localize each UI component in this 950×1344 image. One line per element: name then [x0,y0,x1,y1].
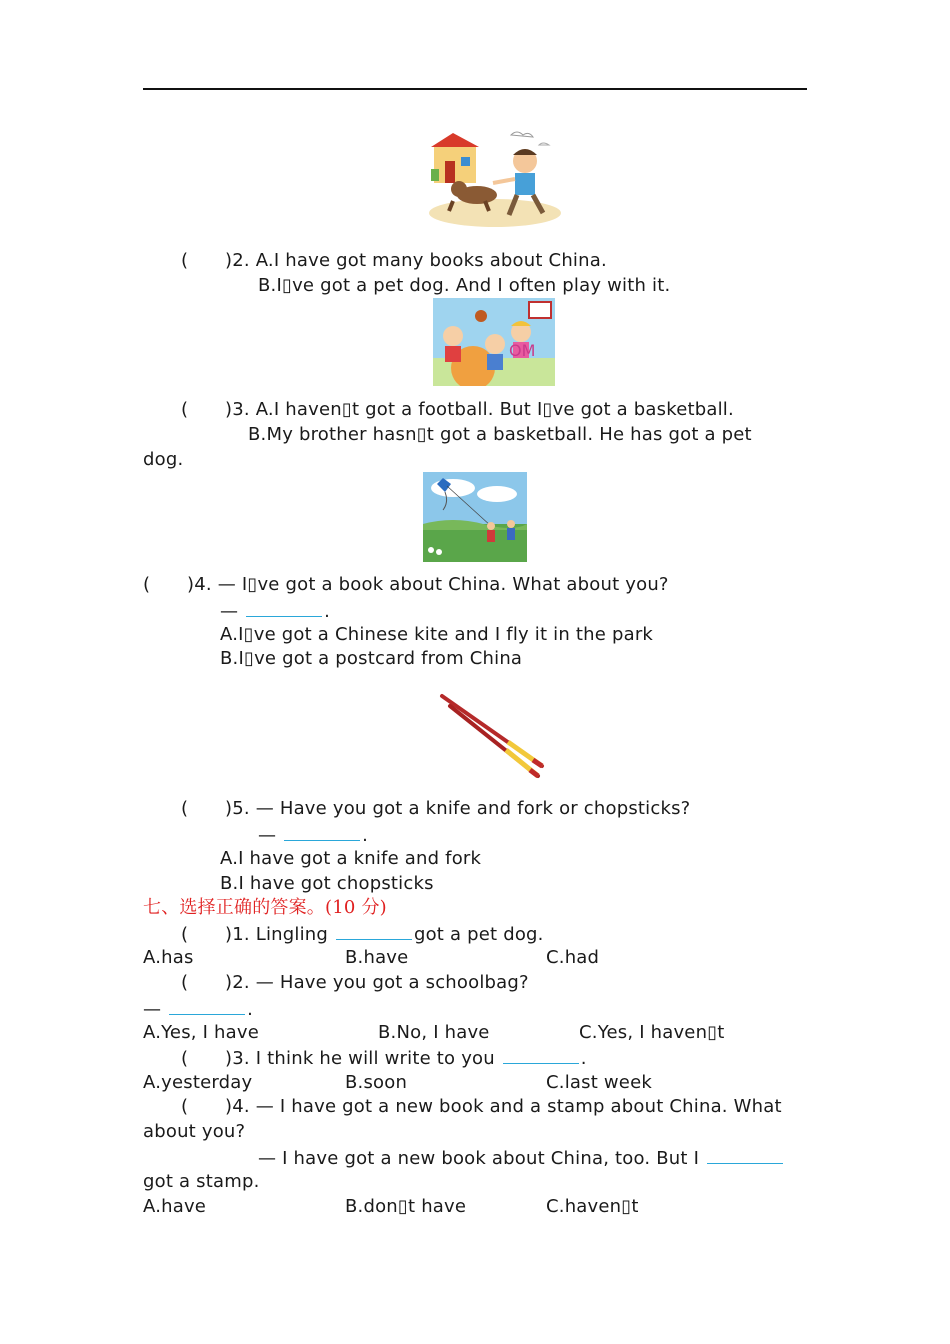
s7-q2: ( )2. — Have you got a schoolbag? [181,972,529,993]
q3-question: ( )3. A.I haven▯t got a football. But I▯ve got a basketball. [181,399,734,420]
answer-blank[interactable] [169,996,245,1015]
s7-q2-option-c: C.Yes, I haven▯t [579,1022,725,1043]
q5-option-a: A.I have got a knife and fork [220,848,482,869]
q3-option-b-continued: dog. [143,449,184,470]
s7-q2-option-b: B.No, I have [378,1022,490,1043]
answer-bracket[interactable]: ( [181,1048,189,1069]
s7-q4-option-a: A.have [143,1196,207,1217]
answer-bracket[interactable]: ( [181,1096,189,1117]
s7-q4: ( )4. — I have got a new book and a stamp about China. What [181,1096,782,1117]
answer-bracket[interactable]: ( [181,798,189,819]
s7-q4-continued: about you? [143,1121,246,1142]
s7-q3-option-a: A.yesterday [143,1072,253,1093]
q2-question: ( )2. A.I have got many books about China. [181,250,607,271]
answer-blank[interactable] [284,822,360,841]
boy-dog-house-picture [425,125,561,227]
s7-q3-option-c: C.last week [546,1072,652,1093]
q5-option-b: B.I have got chopsticks [220,873,434,894]
q3-option-a: A.I haven▯t got a football. But I▯ve got a basketball. [255,399,734,420]
s7-q3: ( )3. I think he will write to you . [181,1045,587,1071]
q2-option-a: A.I have got many books about China. [255,250,607,271]
s7-q1: ( )1. Lingling got a pet dog. [181,921,544,947]
q4-option-a: A.I▯ve got a Chinese kite and I fly it in the park [220,624,654,645]
children-basketball-picture [433,298,555,386]
chopsticks-picture [438,692,548,780]
s7-q2-answer-line: — . [143,996,253,1022]
s7-q1-option-b: B.have [345,947,409,968]
q4-option-b: B.I▯ve got a postcard from China [220,648,523,669]
kite-flying-picture [423,472,527,562]
answer-bracket[interactable]: ( [181,924,189,945]
s7-q4-answer-line: — I have got a new book about China, too. But I [258,1145,785,1171]
svg-text:OM: OM [509,341,536,360]
q4-answer-line: — . [220,598,330,624]
s7-q3-option-b: B.soon [345,1072,408,1093]
answer-bracket[interactable]: ( [181,250,189,271]
s7-q4-option-c: C.haven▯t [546,1196,639,1217]
header-rule [143,88,807,90]
q2-option-b: B.I▯ve got a pet dog. And I often play with it. [258,275,671,296]
s7-q2-option-a: A.Yes, I have [143,1022,260,1043]
answer-bracket[interactable]: ( [181,972,189,993]
answer-bracket[interactable]: ( [181,399,189,420]
answer-blank[interactable] [246,598,322,617]
section-seven-title: 七、选择正确的答案。(10 分) [143,897,387,918]
s7-q4-answer-continued: got a stamp. [143,1171,260,1192]
q3-option-b: B.My brother hasn▯t got a basketball. He has got a pet [248,424,752,445]
answer-blank[interactable] [707,1145,783,1164]
q4-question: ( )4. — I▯ve got a book about China. What about you? [143,574,669,595]
s7-q1-option-c: C.had [546,947,600,968]
s7-q1-option-a: A.has [143,947,194,968]
answer-blank[interactable] [503,1045,579,1064]
answer-blank[interactable] [336,921,412,940]
q5-question: ( )5. — Have you got a knife and fork or chopsticks? [181,798,691,819]
s7-q4-option-b: B.don▯t have [345,1196,467,1217]
answer-bracket[interactable]: ( [143,574,151,595]
q5-answer-line: — . [258,822,368,848]
